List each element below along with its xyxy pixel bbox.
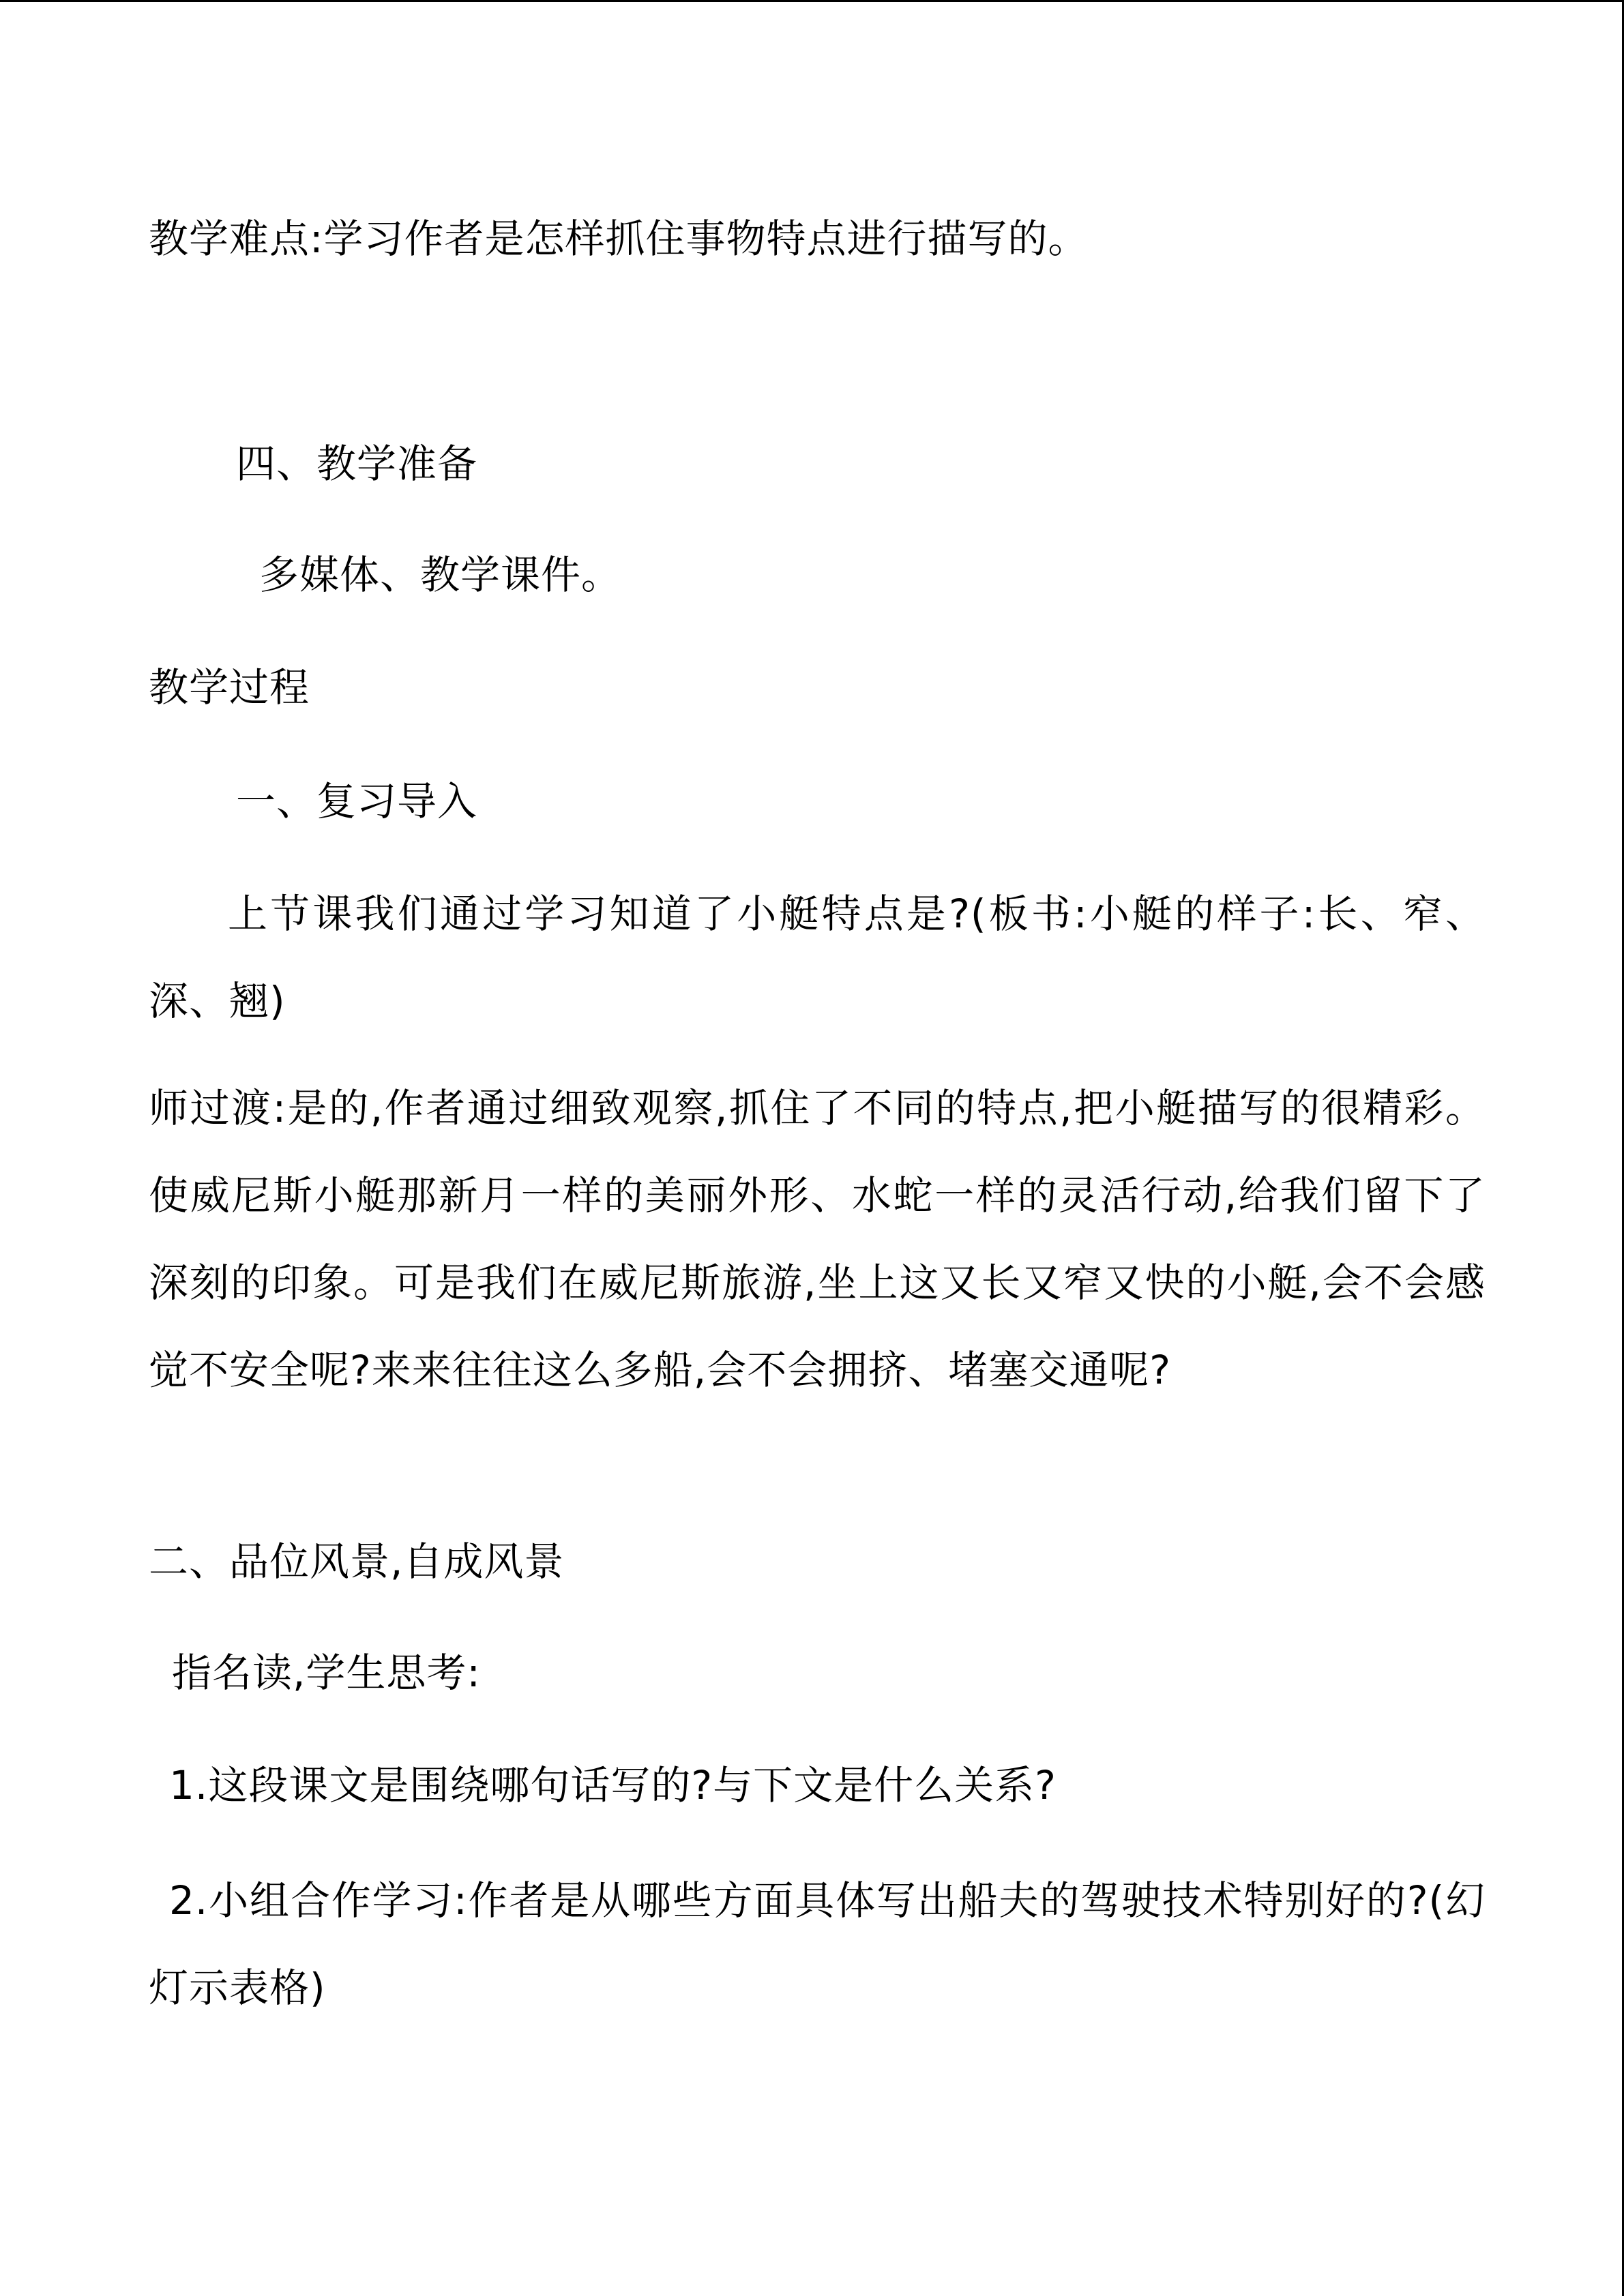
transition-paragraph: 师过渡:是的,作者通过细致观察,抓住了不同的特点,把小艇描写的很精彩。使威尼斯小艇那新月一样的美丽外形、水蛇一样的灵活行动,给我们留下了深刻的印象。可是我们在威尼斯旅游,坐上这又长又窄又快的小艇,会不会感觉不安全呢?来来往往这么多船,会不会拥挤、堵塞交通呢? [149, 1085, 1486, 1393]
section-1-heading: 一、复习导入 [236, 778, 478, 824]
section-1-paragraph: 上节课我们通过学习知道了小艇特点是?(板书:小艇的样子:长、窄、深、翘) [149, 891, 1486, 1024]
teaching-difficulty-line: 教学难点:学习作者是怎样抓住事物特点进行描写的。 [149, 215, 1089, 262]
page-border-top [0, 0, 1624, 2]
teaching-preparation-heading: 四、教学准备 [236, 441, 478, 487]
question-1: 1.这段课文是围绕哪句话写的?与下文是什么关系? [169, 1762, 1057, 1808]
teaching-preparation-content: 多媒体、教学课件。 [259, 552, 622, 598]
section-2-heading: 二、品位风景,自成风景 [149, 1538, 565, 1585]
question-2: 2.小组合作学习:作者是从哪些方面具体写出船夫的驾驶技术特别好的?(幻灯示表格) [149, 1877, 1486, 2011]
teaching-process-heading: 教学过程 [149, 664, 310, 711]
reading-instruction: 指名读,学生思考: [172, 1650, 481, 1696]
